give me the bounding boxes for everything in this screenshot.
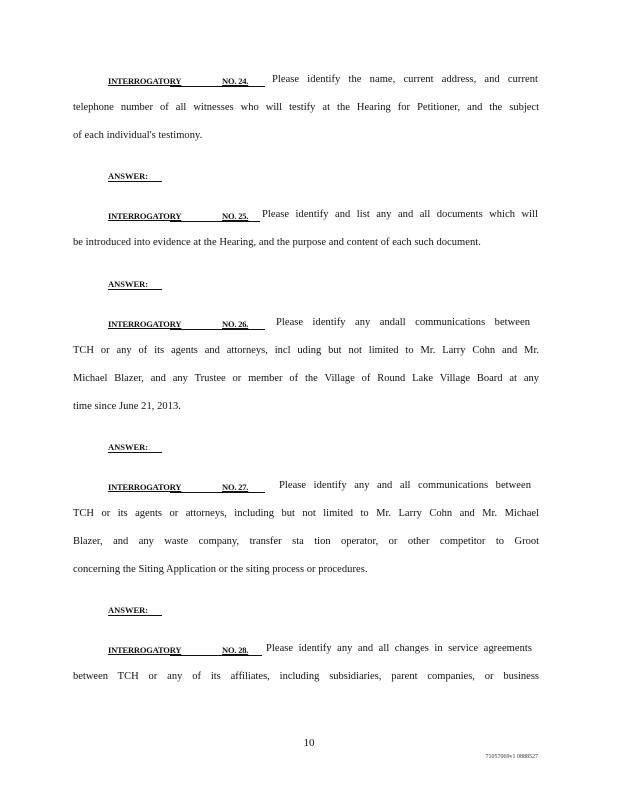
interrogatory-text-line: be introduced into evidence at the Hearing, and the purpose and content of each such document.	[73, 237, 481, 248]
interrogatory-number: NO. 27.	[222, 482, 249, 492]
interrogatory-number: NO. 26.	[222, 319, 249, 329]
answer-label: ANSWER:	[108, 171, 149, 181]
interrogatory-text-line: concerning the Siting Application or the siting process or procedures.	[73, 564, 368, 575]
interrogatory-number: NO. 25.	[222, 211, 249, 221]
answer-underline	[108, 289, 162, 290]
answer-underline	[108, 615, 162, 616]
interrogatory-text-line: Please identify any and all changes in service agreements	[266, 643, 532, 654]
interrogatory-text-line: of each individual's testimony.	[73, 130, 203, 141]
interrogatory-text-line: between TCH or any of its affiliates, including subsidiaries, parent companies, or business	[73, 671, 539, 682]
label-underline	[170, 221, 260, 222]
interrogatory-label: INTERROGATORY	[108, 211, 182, 221]
answer-label: ANSWER:	[108, 442, 149, 452]
interrogatory-text-line: TCH or any of its agents and attorneys, incl uding but not limited to Mr. Larry Cohn and Mr.	[73, 345, 539, 356]
answer-underline	[108, 452, 162, 453]
answer-label: ANSWER:	[108, 605, 149, 615]
interrogatory-text-line: TCH or its agents or attorneys, including but not limited to Mr. Larry Cohn and Mr. Michael	[73, 508, 539, 519]
interrogatory-text-line: Blazer, and any waste company, transfer sta tion operator, or other competitor to Groot	[73, 536, 539, 547]
interrogatory-number: NO. 24.	[222, 76, 249, 86]
interrogatory-number: NO. 28.	[222, 645, 249, 655]
interrogatory-text-line: Michael Blazer, and any Trustee or member of the Village of Round Lake Village Board at any	[73, 373, 539, 384]
label-underline	[170, 655, 262, 656]
label-underline	[170, 86, 265, 87]
label-underline	[170, 492, 265, 493]
label-underline	[170, 329, 265, 330]
interrogatory-text-line: Please identify any andall communications between	[276, 317, 530, 328]
answer-label: ANSWER:	[108, 279, 149, 289]
interrogatory-text-line: Please identify and list any and all documents which will	[262, 209, 538, 220]
answer-underline	[108, 181, 162, 182]
interrogatory-text-line: telephone number of all witnesses who will testify at the Hearing for Petitioner, and the subject	[73, 102, 539, 113]
interrogatory-label: INTERROGATORY	[108, 482, 182, 492]
interrogatory-text-line: Please identify any and all communications between	[279, 480, 531, 491]
document-id: 71057069v1 0888527	[485, 754, 538, 760]
interrogatory-label: INTERROGATORY	[108, 645, 182, 655]
interrogatory-label: INTERROGATORY	[108, 76, 182, 86]
page-number: 10	[303, 737, 315, 749]
interrogatory-label: INTERROGATORY	[108, 319, 182, 329]
interrogatory-text-line: time since June 21, 2013.	[73, 401, 181, 412]
interrogatory-text-line: Please identify the name, current address, and current	[272, 74, 538, 85]
